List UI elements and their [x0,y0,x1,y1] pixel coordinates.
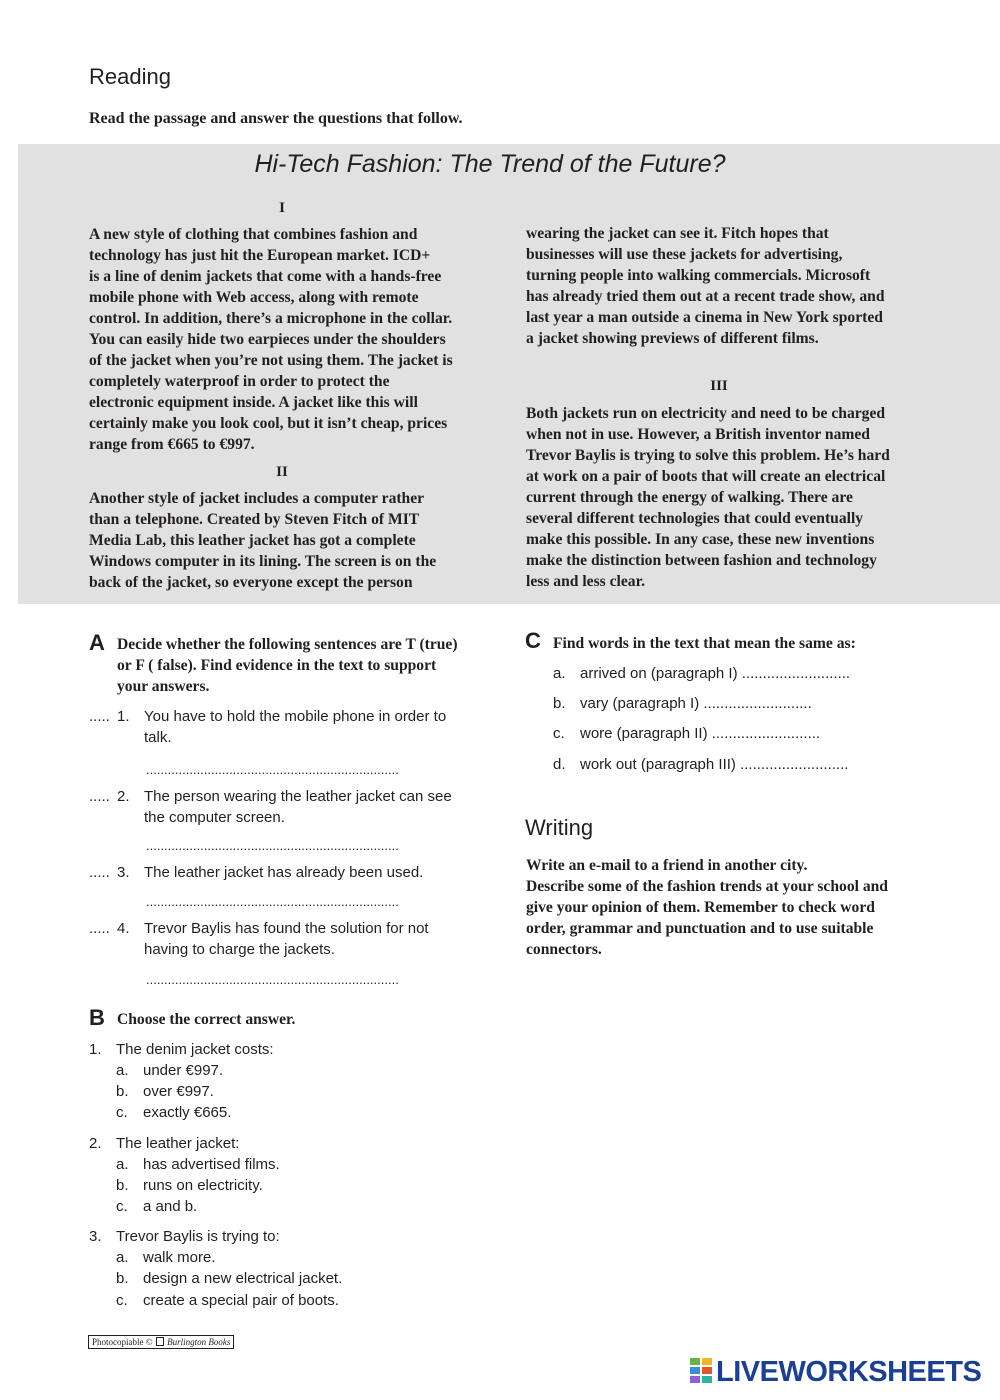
tf-answer-blank[interactable]: ..... [89,708,110,725]
mc-option-text[interactable]: has advertised films. [143,1156,280,1173]
vocab-item[interactable]: wore (paragraph II) .......................... [580,725,821,742]
paragraph-numeral-3: III [710,378,728,394]
text-line: of the jacket when you’re not using them. The jacket is [89,352,453,369]
question-text [144,918,494,960]
text-line: certainly make you look cool, but it isn’t cheap, prices [89,415,448,432]
section-c-letter: C [525,628,541,653]
paragraph-2-part-2 [526,223,926,349]
heading-line: Decide whether the following sentences are T (true) [117,636,458,653]
text-line: control. In addition, there’s a microphone in the collar. [89,310,453,327]
text-line: turning people into walking commercials. Microsoft [526,267,871,284]
mc-option-text[interactable]: runs on electricity. [143,1177,263,1194]
mc-option-text[interactable]: create a special pair of boots. [143,1292,339,1309]
mc-option-label[interactable]: a. [116,1156,129,1173]
mc-question-number: 1. [89,1041,102,1058]
question-number: 1. [117,708,130,725]
mc-option-text[interactable]: under €997. [143,1062,224,1079]
text-line: Media Lab, this leather jacket has got a complete [89,532,416,549]
liveworksheets-logo-icon [690,1358,714,1390]
tf-answer-blank[interactable]: ..... [89,864,110,881]
question-line: Trevor Baylis has found the solution for not [144,920,429,937]
mc-question-number: 2. [89,1135,102,1152]
text-line: current through the energy of walking. There are [526,489,853,506]
paragraph-3 [526,403,926,592]
text-line: Windows computer in its lining. The screen is on the [89,553,437,570]
text-line: wearing the jacket can see it. Fitch hopes that [526,225,829,242]
paragraph-2-part-1 [89,488,489,593]
evidence-blank[interactable]: ...................................................................... [146,838,399,853]
text-line: businesses will use these jackets for advertising, [526,246,843,263]
mc-question-stem: The leather jacket: [116,1135,240,1152]
question-line: having to charge the jackets. [144,941,335,958]
heading-line: or F ( false). Find evidence in the text to support [117,657,437,674]
mc-option-text[interactable]: exactly €665. [143,1104,232,1121]
vocab-item-label: b. [553,695,566,712]
section-b-letter: B [89,1005,105,1030]
prompt-line: order, grammar and punctuation and to use suitable [526,920,874,937]
tf-answer-blank[interactable]: ..... [89,920,110,937]
text-line: completely waterproof in order to protect the [89,373,390,390]
mc-question-number: 3. [89,1228,102,1245]
text-line: A new style of clothing that combines fashion and [89,226,418,243]
evidence-blank[interactable]: ...................................................................... [146,894,399,909]
reading-instruction: Read the passage and answer the questions that follow. [89,110,463,127]
mc-option-label[interactable]: c. [116,1104,128,1121]
text-line: at work on a pair of boots that will create an electrical [526,468,886,485]
evidence-blank[interactable]: ...................................................................... [146,972,399,987]
text-line: when not in use. However, a British inventor named [526,426,870,443]
mc-question-stem: The denim jacket costs: [116,1041,274,1058]
text-line: Another style of jacket includes a computer rather [89,490,425,507]
vocab-item[interactable]: work out (paragraph III) .......................... [580,756,849,773]
text-line: electronic equipment inside. A jacket like this will [89,394,418,411]
passage-title: Hi-Tech Fashion: The Trend of the Future? [254,150,726,178]
prompt-line: Write an e-mail to a friend in another city. [526,857,808,874]
text-line: less and less clear. [526,573,645,590]
question-line: the computer screen. [144,809,285,826]
vocab-item-label: a. [553,665,566,682]
writing-prompt [526,855,946,960]
question-text [144,786,494,828]
vocab-item[interactable]: arrived on (paragraph I) .......................... [580,665,851,682]
copyright-brand: Burlington Books [167,1337,231,1347]
question-line: The person wearing the leather jacket can see [144,788,452,805]
text-line: Both jackets run on electricity and need to be charged [526,405,886,422]
prompt-line: connectors. [526,941,602,958]
question-text [144,706,494,748]
burlington-logo-icon [156,1337,164,1346]
vocab-item[interactable]: vary (paragraph I) .......................... [580,695,812,712]
vocab-item-label: d. [553,756,566,773]
text-line: is a line of denim jackets that come with a hands-free [89,268,442,285]
mc-option-text[interactable]: walk more. [143,1249,216,1266]
section-c-heading: Find words in the text that mean the same as: [553,635,856,652]
mc-option-label[interactable]: a. [116,1062,129,1079]
writing-section-title: Writing [525,815,594,840]
tf-answer-blank[interactable]: ..... [89,788,110,805]
mc-option-text[interactable]: over €997. [143,1083,214,1100]
section-b-heading: Choose the correct answer. [117,1011,296,1028]
copyright-notice [88,1335,234,1349]
text-line: a jacket showing previews of different films. [526,330,819,347]
mc-question-stem: Trevor Baylis is trying to: [116,1228,280,1245]
question-line: You have to hold the mobile phone in order to [144,708,447,725]
text-line: than a telephone. Created by Steven Fitch of MIT [89,511,420,528]
section-a-letter: A [89,630,105,655]
evidence-blank[interactable]: ...................................................................... [146,762,399,777]
text-line: has already tried them out at a recent trade show, and [526,288,885,305]
reading-section-title: Reading [89,64,171,89]
mc-option-label[interactable]: a. [116,1249,129,1266]
copyright-prefix: Photocopiable © [92,1337,153,1347]
text-line: Trevor Baylis is trying to solve this problem. He’s hard [526,447,890,464]
question-number: 4. [117,920,130,937]
paragraph-numeral-2: II [276,464,288,480]
mc-option-label[interactable]: b. [116,1270,129,1287]
heading-line: your answers. [117,678,210,695]
question-number: 3. [117,864,130,881]
text-line: technology has just hit the European market. ICD+ [89,247,431,264]
text-line: range from €665 to €997. [89,436,255,453]
text-line: several different technologies that could eventually [526,510,864,527]
question-number: 2. [117,788,130,805]
text-line: make the distinction between fashion and technology [526,552,877,569]
prompt-line: Describe some of the fashion trends at your school and [526,878,888,895]
paragraph-1 [89,224,489,455]
mc-option-text[interactable]: design a new electrical jacket. [143,1270,343,1287]
mc-option-text[interactable]: a and b. [143,1198,198,1215]
mc-option-label[interactable]: b. [116,1083,129,1100]
prompt-line: give your opinion of them. Remember to check word [526,899,875,916]
paragraph-numeral-1: I [279,200,285,216]
text-line: mobile phone with Web access, along with remote [89,289,419,306]
mc-option-label[interactable]: c. [116,1198,128,1215]
text-line: You can easily hide two earpieces under the shoulders [89,331,446,348]
liveworksheets-brand[interactable]: LIVEWORKSHEETS [716,1356,982,1388]
mc-option-label[interactable]: b. [116,1177,129,1194]
question-line: talk. [144,729,172,746]
question-text [144,862,494,883]
vocab-item-label: c. [553,725,565,742]
text-line: make this possible. In any case, these new inventions [526,531,875,548]
question-line: The leather jacket has already been used. [144,864,424,881]
text-line: last year a man outside a cinema in New York sported [526,309,883,326]
section-a-heading [117,634,497,697]
text-line: back of the jacket, so everyone except the person [89,574,413,591]
mc-option-label[interactable]: c. [116,1292,128,1309]
